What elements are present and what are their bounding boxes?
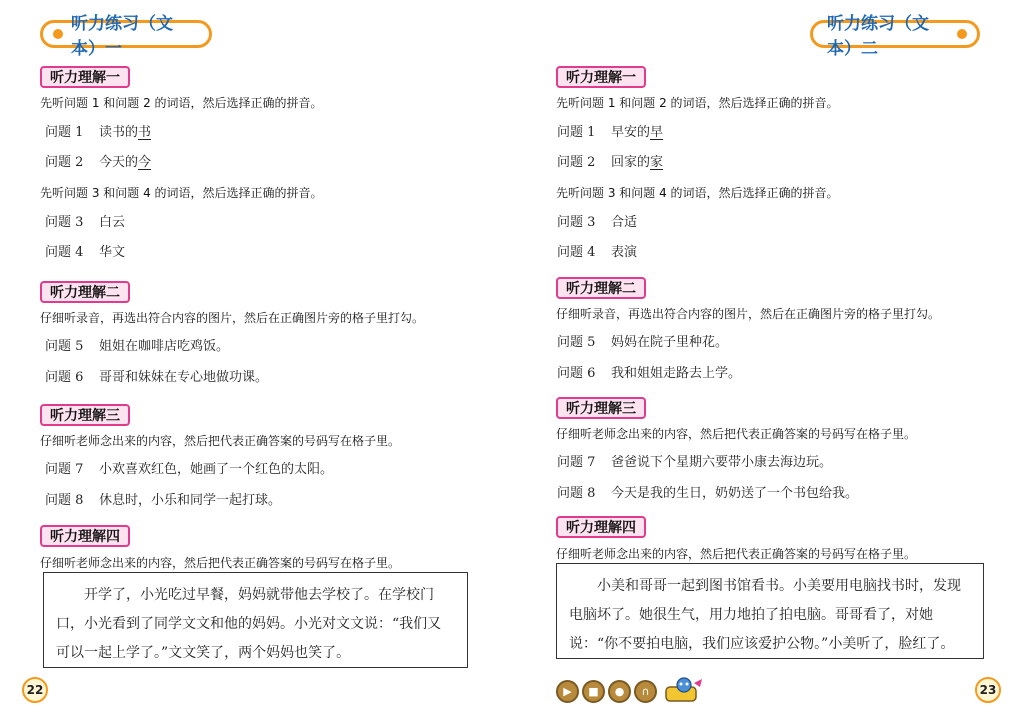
header-dot-icon [957,29,967,39]
question-number: 问题 5 [45,339,84,354]
section-label: 听力理解三 [40,404,130,426]
underlined-char: 早 [650,125,664,140]
question-text: 今天的 [99,155,139,170]
section-label: 听力理解一 [556,66,646,88]
instruction: 仔细听老师念出来的内容，然后把代表正确答案的号码写在格子里。 [40,434,401,448]
question-2 [45,151,151,170]
instruction: 仔细听录音，再选出符合内容的图片，然后在正确图片旁的格子里打勾。 [556,307,941,321]
question-number: 问题 2 [45,155,84,170]
question-text: 妈妈在院子里种花。 [611,335,729,350]
header-dot-icon [53,29,63,39]
mascot-icon [664,677,704,705]
page-header [40,14,212,59]
underlined-char: 书 [138,125,152,140]
question-number: 问题 8 [45,493,84,508]
question-7 [45,458,333,477]
header-title: 听力练习（文本）二 [827,14,929,59]
page-number: 23 [975,677,1001,703]
page-header [810,14,980,59]
question-text: 哥哥和妹妹在专心地做功课。 [99,370,269,385]
question-number: 问题 1 [557,125,596,140]
question-text: 我和姐姐走路去上学。 [611,366,742,381]
section-label: 听力理解四 [556,516,646,538]
audio-controls [556,677,704,705]
question-number: 问题 3 [557,215,596,230]
underlined-char: 家 [650,155,664,170]
instruction: 先听问题 1 和问题 2 的词语，然后选择正确的拼音。 [40,96,323,110]
header-title: 听力练习（文本）一 [71,14,173,59]
question-number: 问题 4 [557,245,596,260]
question-6 [45,366,268,385]
question-text: 合适 [611,215,638,230]
question-number: 问题 5 [557,335,596,350]
question-4 [45,241,125,260]
question-text: 华文 [99,245,126,260]
question-8 [557,482,858,501]
question-5 [45,335,229,354]
question-8 [45,489,281,508]
question-text: 休息时，小乐和同学一起打球。 [99,493,282,508]
question-4 [557,241,637,260]
question-number: 问题 3 [45,215,84,230]
question-3 [45,211,125,230]
instruction: 仔细听老师念出来的内容，然后把代表正确答案的号码写在格子里。 [40,556,401,570]
section-label: 听力理解二 [40,281,130,303]
section-label: 听力理解三 [556,397,646,419]
question-number: 问题 4 [45,245,84,260]
headphones-icon[interactable]: ∩ [634,680,657,703]
question-number: 问题 7 [557,455,596,470]
question-text: 回家的 [611,155,651,170]
question-3 [557,211,637,230]
question-6 [557,362,741,381]
instruction: 仔细听录音，再选出符合内容的图片，然后在正确图片旁的格子里打勾。 [40,311,425,325]
instruction: 先听问题 3 和问题 4 的词语，然后选择正确的拼音。 [40,186,323,200]
question-1 [45,121,151,140]
instruction: 仔细听老师念出来的内容，然后把代表正确答案的号码写在格子里。 [556,427,917,441]
section-label: 听力理解一 [40,66,130,88]
question-number: 问题 7 [45,462,84,477]
question-2 [557,151,663,170]
page-number: 22 [22,677,48,703]
right-page [512,0,1024,722]
instruction: 仔细听老师念出来的内容，然后把代表正确答案的号码写在格子里。 [556,547,917,561]
question-text: 早安的 [611,125,651,140]
stop-icon[interactable]: ■ [582,680,605,703]
question-text: 姐姐在咖啡店吃鸡饭。 [99,339,230,354]
question-text: 读书的 [99,125,139,140]
passage-box: 小美和哥哥一起到图书馆看书。小美要用电脑找书时，发现电脑坏了。她很生气，用力地拍了拍电脑。哥哥看了，对她说：“你不要拍电脑，我们应该爱护公物。”小美听了，脸红了。 [556,563,984,659]
section-label: 听力理解四 [40,525,130,547]
play-pause-icon[interactable]: ▶ [556,680,579,703]
question-text: 今天是我的生日，奶奶送了一个书包给我。 [611,486,859,501]
instruction: 先听问题 1 和问题 2 的词语，然后选择正确的拼音。 [556,96,839,110]
question-number: 问题 8 [557,486,596,501]
question-text: 表演 [611,245,638,260]
underlined-char: 今 [138,155,152,170]
question-1 [557,121,663,140]
question-number: 问题 6 [45,370,84,385]
instruction: 先听问题 3 和问题 4 的词语，然后选择正确的拼音。 [556,186,839,200]
question-number: 问题 1 [45,125,84,140]
microphone-icon[interactable]: ● [608,680,631,703]
question-5 [557,331,728,350]
section-label: 听力理解二 [556,277,646,299]
passage-box: 开学了，小光吃过早餐，妈妈就带他去学校了。在学校门口，小光看到了同学文文和他的妈妈。小光对文文说：“我们又可以一起上学了。”文文笑了，两个妈妈也笑了。 [43,572,468,668]
question-number: 问题 6 [557,366,596,381]
question-number: 问题 2 [557,155,596,170]
question-text: 爸爸说下个星期六要带小康去海边玩。 [611,455,833,470]
question-7 [557,451,832,470]
question-text: 小欢喜欢红色，她画了一个红色的太阳。 [99,462,334,477]
question-text: 白云 [99,215,126,230]
